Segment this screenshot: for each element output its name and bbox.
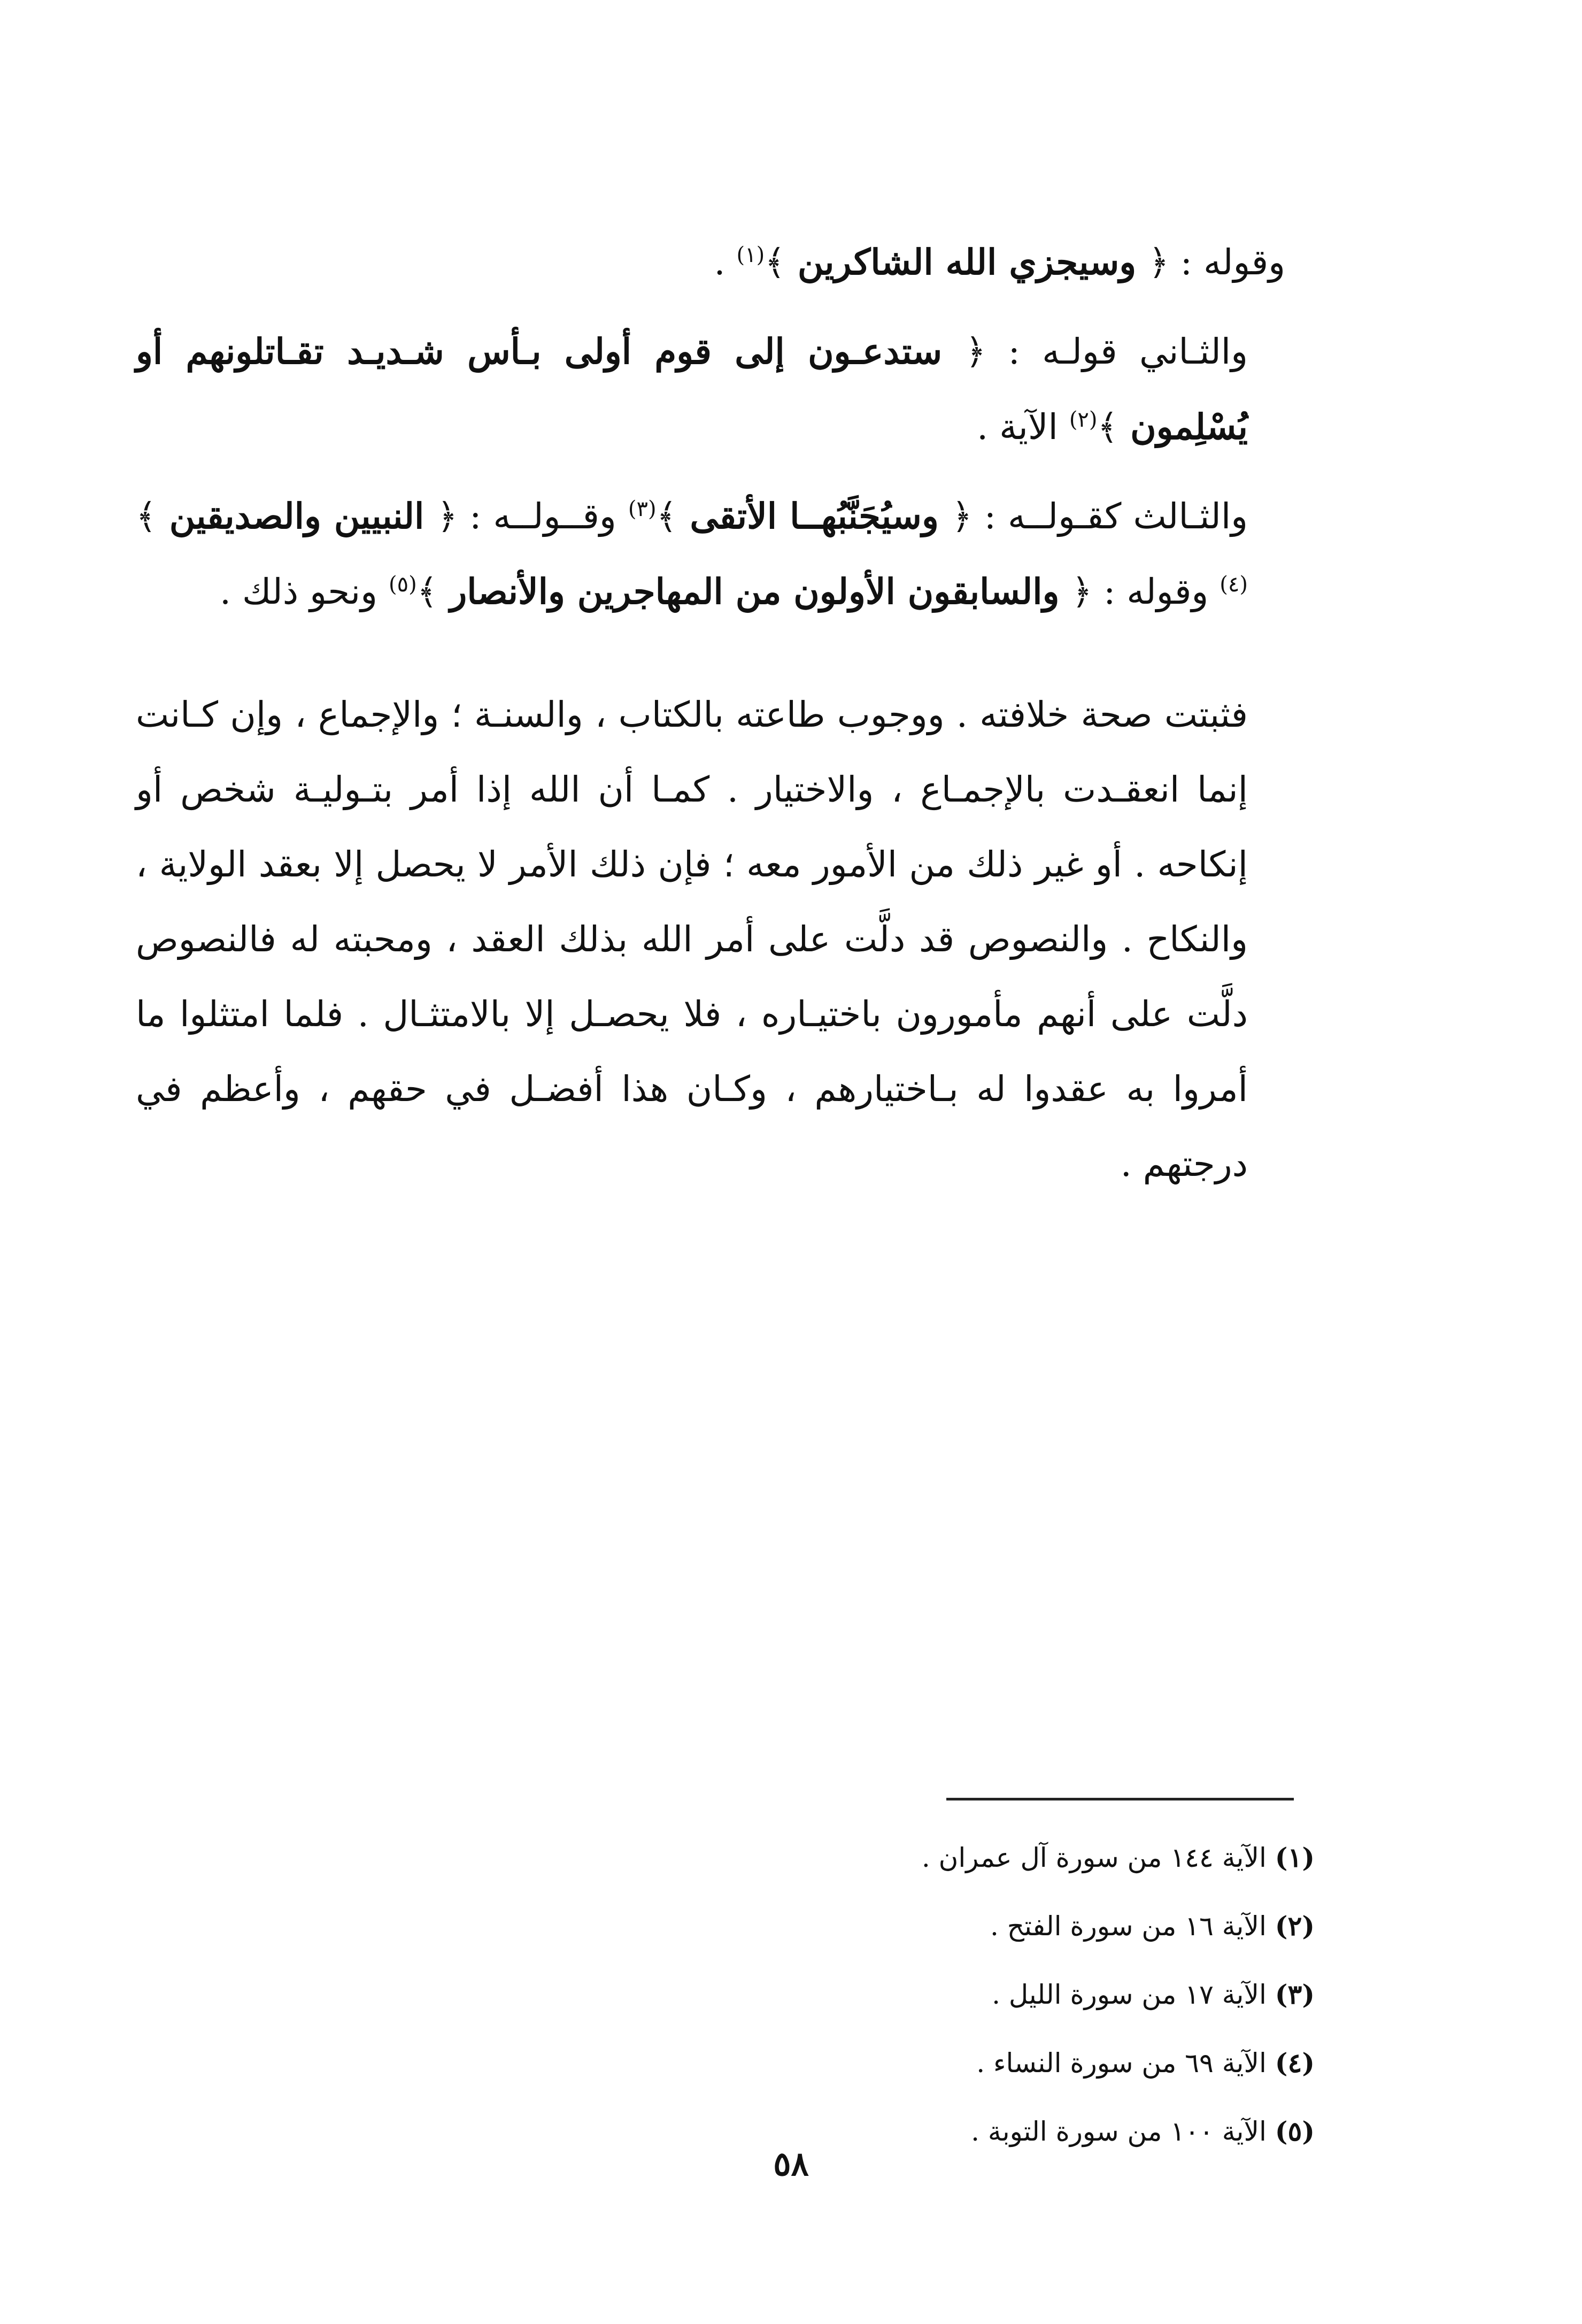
paragraph-3-intro: والثـالث كقـولــه :: [984, 496, 1248, 537]
footnote-4-number: (٤): [1275, 2047, 1315, 2079]
footnote-ref-3[interactable]: (٣): [628, 497, 657, 521]
main-text: [136, 225, 1285, 1202]
paragraph-1-intro: وقوله :: [1180, 242, 1285, 283]
paragraph-2-intro: والثـاني قولـه :: [1008, 331, 1248, 372]
paragraph-1: [136, 225, 1285, 300]
footnote-ref-1[interactable]: (١): [736, 243, 765, 267]
paragraph-3-mid-1: وقــولــه :: [469, 496, 616, 537]
footnotes-list: [620, 1823, 1315, 2166]
footnote-2-text: الآية ١٦ من سورة الفتح .: [990, 1911, 1267, 1942]
footnote-2: [620, 1892, 1315, 1960]
quran-verse-3: ﴿ وسيُجَنَّبُهــا الأتقى ﴾: [656, 495, 973, 537]
footnote-1: [620, 1823, 1315, 1892]
footnote-5-text: الآية ١٠٠ من سورة التوبة .: [971, 2116, 1267, 2147]
footnote-ref-5[interactable]: (٥): [389, 572, 417, 597]
paragraph-3-tail: ونحو ذلك .: [220, 571, 378, 612]
paragraph-2: [136, 314, 1285, 465]
quran-verse-5: ﴿ والسابقون الأولون من المهاجرين والأنصار ﴾: [416, 571, 1093, 612]
quran-verse-1: ﴿ وسيجزي الله الشاكرين ﴾: [765, 241, 1169, 283]
footnote-3: [620, 1960, 1315, 2029]
footnote-2-number: (٢): [1275, 1910, 1315, 1942]
footnote-4: [620, 2029, 1315, 2097]
quran-verse-2: ﴿ ستدعـون إلى قوم أولى بـأس شـديـد تقـاتلونهم أو يُسْلِمون ﴾: [136, 330, 1248, 448]
footnote-5-number: (٥): [1275, 2115, 1315, 2147]
footnote-1-number: (١): [1275, 1842, 1315, 1873]
paragraph-1-tail: .: [714, 242, 726, 283]
paragraph-4: فثبتت صحة خلافته . ووجوب طاعته بالكتاب ، والسنـة ؛ والإجماع ، وإن كـانت إنما انعقـدت بالإجمـاع ، والاختيار . كمـا أن الله إذا أمر بتـوليـة شخص أو إنكاحه . أو غير ذلك من الأمور معه ؛ فإن ذلك الأمر لا يحصل إلا بعقد الولاية ، والنكاح . والنصوص قد دلَّت على أمر الله بذلك العقد ، ومحبته له فالنصوص دلَّت على أنهم مأمورون باختيـاره ، فلا يحصـل إلا بالامتثـال . فلما امتثلوا ما أمروا به عقدوا له بـاختيارهم ، وكـان هذا أفضـل في حقهم ، وأعظم في درجتهم .: [136, 694, 1248, 1184]
footnote-divider: [946, 1798, 1294, 1800]
paragraph-3: [136, 479, 1285, 629]
footnote-4-text: الآية ٦٩ من سورة النساء .: [976, 2048, 1267, 2079]
footnote-ref-4[interactable]: (٤): [1220, 572, 1248, 597]
footnote-3-text: الآية ١٧ من سورة الليل .: [992, 1979, 1267, 2010]
footnote-1-text: الآية ١٤٤ من سورة آل عمران .: [921, 1842, 1267, 1873]
footnote-ref-2[interactable]: (٢): [1069, 407, 1098, 432]
paragraph-2-tail: الآية .: [977, 406, 1058, 448]
paragraph-3-mid-2: وقوله :: [1103, 571, 1209, 612]
footnote-3-number: (٣): [1275, 1979, 1315, 2010]
quran-verse-4: ﴿ النبيين والصديقين ﴾: [136, 495, 458, 537]
page-number: ٥٨: [773, 2144, 809, 2183]
